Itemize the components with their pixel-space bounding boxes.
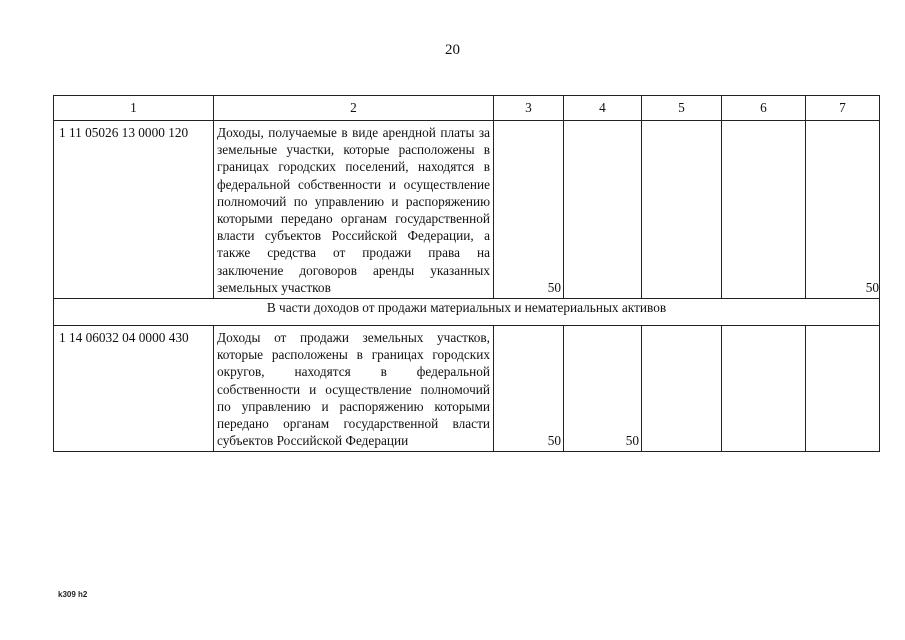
- revenue-description: Доходы, получаемые в виде арендной платы за земельные участки, которые расположены в границах городских поселений, находятся в федеральной собственности и осуществление полномочий по управлению и распоряжению которыми передано органам государственной власти субъектов Российской Федерации, а также средства от продажи права на заключение договоров аренды указанных земельных участков: [214, 121, 494, 299]
- value-col-5: [642, 326, 722, 452]
- column-header-6: 6: [722, 96, 806, 121]
- value-col-3: 50: [494, 326, 564, 452]
- value-col-4: 50: [564, 326, 642, 452]
- revenue-description: Доходы от продажи земельных участков, которые расположены в границах городских округов, находятся в федеральной собственности и осуществление полномочий по управлению и распоряжению которыми передано органам государственной власти субъектов Российской Федерации: [214, 326, 494, 452]
- column-header-3: 3: [494, 96, 564, 121]
- page-number: 20: [445, 42, 460, 58]
- value-col-7: 50: [806, 121, 880, 299]
- section-title: В части доходов от продажи материальных и нематериальных активов: [54, 299, 880, 326]
- column-header-1: 1: [54, 96, 214, 121]
- column-header-4: 4: [564, 96, 642, 121]
- table-row: [54, 326, 880, 452]
- value-col-6: [722, 326, 806, 452]
- column-header-5: 5: [642, 96, 722, 121]
- header-row: [54, 96, 880, 121]
- section-row: [54, 299, 880, 326]
- value-col-7: [806, 326, 880, 452]
- value-col-5: [642, 121, 722, 299]
- document-footer-code: k309 h2: [58, 590, 88, 599]
- value-col-6: [722, 121, 806, 299]
- revenue-code: 1 11 05026 13 0000 120: [54, 121, 214, 299]
- column-header-7: 7: [806, 96, 880, 121]
- revenue-code: 1 14 06032 04 0000 430: [54, 326, 214, 452]
- value-col-3: 50: [494, 121, 564, 299]
- revenue-table: [53, 95, 880, 452]
- table-row: [54, 121, 880, 299]
- value-col-4: [564, 121, 642, 299]
- column-header-2: 2: [214, 96, 494, 121]
